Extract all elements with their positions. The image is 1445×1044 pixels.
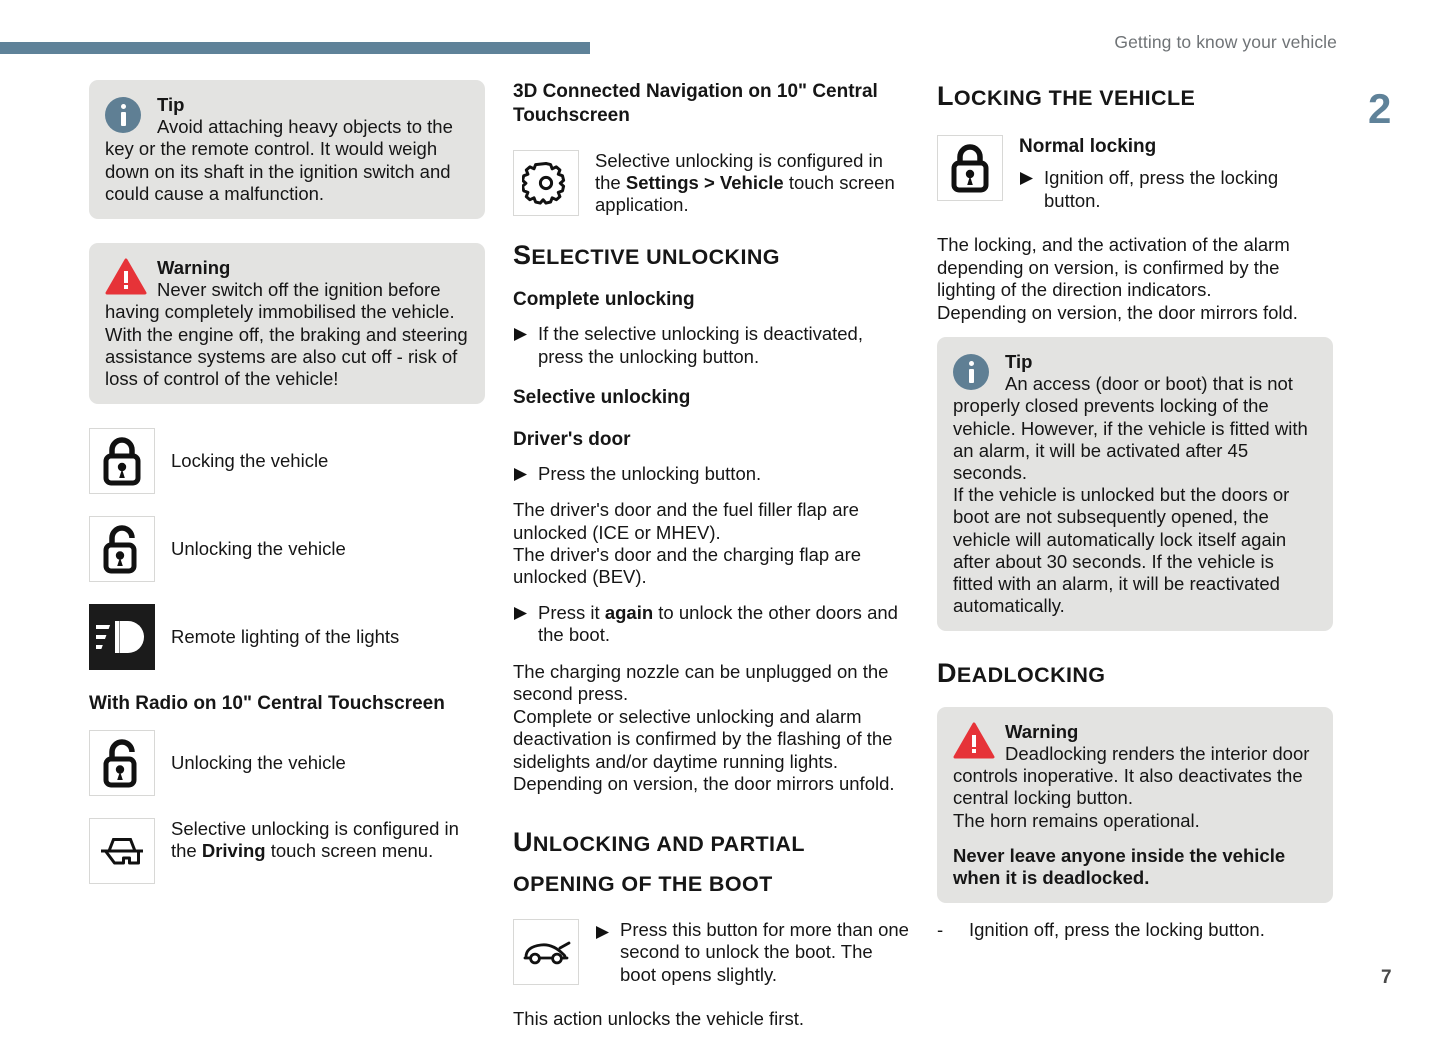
paragraph-boot-note: This action unlocks the vehicle first. — [513, 1008, 804, 1030]
icon-row-label: Remote lighting of the lights — [171, 625, 400, 647]
info-icon — [953, 352, 995, 392]
icon-row-normal-locking — [937, 135, 1333, 212]
icon-row-label: Selective unlocking is configured in the Driving touch screen menu. — [171, 817, 459, 862]
bullet-text: If the selective unlocking is deactivated, press the unlocking button. — [538, 323, 863, 367]
callout-kind-label: Warning — [1005, 720, 1079, 742]
dash-item-text: Ignition off, press the locking button. — [969, 919, 1265, 941]
info-icon — [105, 95, 147, 135]
section-title-deadlocking: DEADLOCKING — [937, 658, 1106, 689]
padlock-closed-icon — [89, 428, 155, 494]
left-column — [89, 80, 485, 906]
radio-heading: With Radio on 10" Central Touchscreen — [89, 693, 445, 715]
nav-heading: 3D Connected Navigation on 10" Central Touchscreen — [513, 81, 878, 126]
warning-callout — [89, 243, 485, 404]
settings-path-bold: Settings > Vehicle — [625, 171, 784, 193]
icon-row-label — [595, 919, 909, 986]
callout-text: Never switch off the ignition before having completely immobilised the vehicle. With the engine off, the braking and steering assistance systems are also cut off - risk of loss of control of the vehicle! — [105, 279, 468, 389]
paragraph-mirrors-unfold: Depending on version, the door mirrors unfold. — [513, 773, 895, 795]
paragraph-mirrors-fold: Depending on version, the door mirrors fold. — [937, 301, 1298, 323]
dash-item-ignition-off — [937, 919, 1333, 941]
icon-row-radio-selective-unlocking — [89, 818, 485, 884]
triangle-bullet-icon — [595, 919, 620, 986]
car-boot-open-icon — [513, 919, 579, 985]
icon-row-label: Locking the vehicle — [171, 449, 329, 471]
callout-kind-label: Warning — [157, 256, 231, 278]
bullet-normal-locking — [1019, 167, 1333, 212]
callout-text: An access (door or boot) that is not properly closed prevents locking of the vehicle. However, if the vehicle is fitted with an alarm, it will be activated after 45 seconds. — [953, 373, 1308, 483]
subheading-drivers-door: Driver's door — [513, 428, 631, 450]
triangle-bullet-icon — [513, 463, 538, 485]
callout-kind-label: Tip — [1005, 351, 1033, 373]
section-title-selective-unlocking: SELECTIVE UNLOCKING — [513, 239, 780, 270]
warning-triangle-icon — [105, 258, 147, 298]
icon-row-radio-unlocking — [89, 730, 485, 796]
header-accent-bar — [0, 42, 590, 54]
paragraph-bev: The driver's door and the charging flap are unlocked (BEV). — [513, 543, 862, 588]
callout-text: Avoid attaching heavy objects to the key or the remote control. It would weigh down on its shaft in the ignition switch and could cause a malfunction. — [105, 116, 453, 204]
emphasis-again: again — [604, 601, 654, 623]
paragraph-confirmation-lights: Complete or selective unlocking and alarm deactivation is confirmed by the flashing of the sidelights and/or daytime running lights. — [513, 705, 893, 772]
right-column — [937, 80, 1333, 941]
bullet-press-unlocking-button — [513, 463, 909, 485]
headlight-beam-icon — [89, 604, 155, 670]
chapter-number: 2 — [1368, 85, 1392, 132]
bullet-press-again — [513, 602, 909, 647]
icon-row-label: Selective unlocking is configured in the Settings > Vehicle touch screen application. — [595, 149, 895, 216]
triangle-bullet-icon — [513, 602, 538, 647]
menu-name-bold: Driving — [201, 840, 266, 862]
section-title-unlocking-boot: UNLOCKING AND PARTIAL OPENING OF THE BOOT — [513, 826, 805, 897]
warning-triangle-icon — [953, 722, 995, 762]
subheading-selective-unlocking: Selective unlocking — [513, 387, 691, 409]
triangle-bullet-icon — [513, 323, 538, 368]
icon-row-boot-unlock — [513, 919, 909, 986]
bullet-text: Ignition off, press the locking button. — [1044, 167, 1279, 211]
gear-icon — [513, 150, 579, 216]
bullet-text: Press this button for more than one second to unlock the boot. The boot opens slightly. — [620, 918, 909, 985]
callout-text-bold: Never leave anyone inside the vehicle when it is deadlocked. — [953, 844, 1286, 888]
middle-column — [513, 80, 909, 1044]
callout-text: Deadlocking renders the interior door controls inoperative. It also deactivates the central locking button. — [953, 742, 1310, 809]
padlock-open-icon — [89, 516, 155, 582]
running-title: Getting to know your vehicle — [1114, 32, 1337, 52]
paragraph-charging-nozzle: The charging nozzle can be unplugged on the second press. — [513, 660, 889, 705]
callout-text-secondary: If the vehicle is unlocked but the doors or boot are not subsequently opened, the vehicle will automatically lock itself again after about 30 seconds. If the vehicle is fitted with an alarm, it will be reactivated automatically. — [953, 484, 1290, 617]
normal-locking-block — [1019, 135, 1333, 212]
paragraph-ice-mhev: The driver's door and the fuel filler flap are unlocked (ICE or MHEV). — [513, 499, 859, 543]
icon-row-label: Unlocking the vehicle — [171, 751, 346, 773]
dash-marker: - — [937, 919, 944, 941]
bullet-text: Press it again to unlock the other doors and the boot. — [538, 601, 898, 646]
tip-callout — [937, 337, 1333, 631]
padlock-closed-icon — [937, 135, 1003, 201]
callout-kind-label: Tip — [157, 94, 185, 115]
icon-row-label: Unlocking the vehicle — [171, 537, 346, 559]
car-front-icon — [89, 818, 155, 884]
bullet-text: Press the unlocking button. — [538, 462, 762, 484]
bullet-complete-unlocking — [513, 323, 909, 368]
subheading-normal-locking: Normal locking — [1019, 136, 1157, 158]
warning-callout — [937, 707, 1333, 903]
padlock-open-icon — [89, 730, 155, 796]
icon-row-nav-selective-unlocking — [513, 150, 909, 217]
tip-callout — [89, 80, 485, 219]
subheading-complete-unlocking: Complete unlocking — [513, 289, 695, 311]
icon-row-remote-lighting — [89, 604, 485, 670]
icon-row-unlocking — [89, 516, 485, 582]
callout-text-secondary: The horn remains operational. — [953, 809, 1200, 831]
triangle-bullet-icon — [1019, 167, 1044, 212]
paragraph-locking-confirmation: The locking, and the activation of the alarm depending on version, is confirmed by the lighting of the direction indicators. — [937, 234, 1290, 301]
icon-row-locking — [89, 428, 485, 494]
page-number: 7 — [1381, 967, 1392, 988]
section-title-locking-vehicle: LOCKING THE VEHICLE — [937, 81, 1196, 111]
